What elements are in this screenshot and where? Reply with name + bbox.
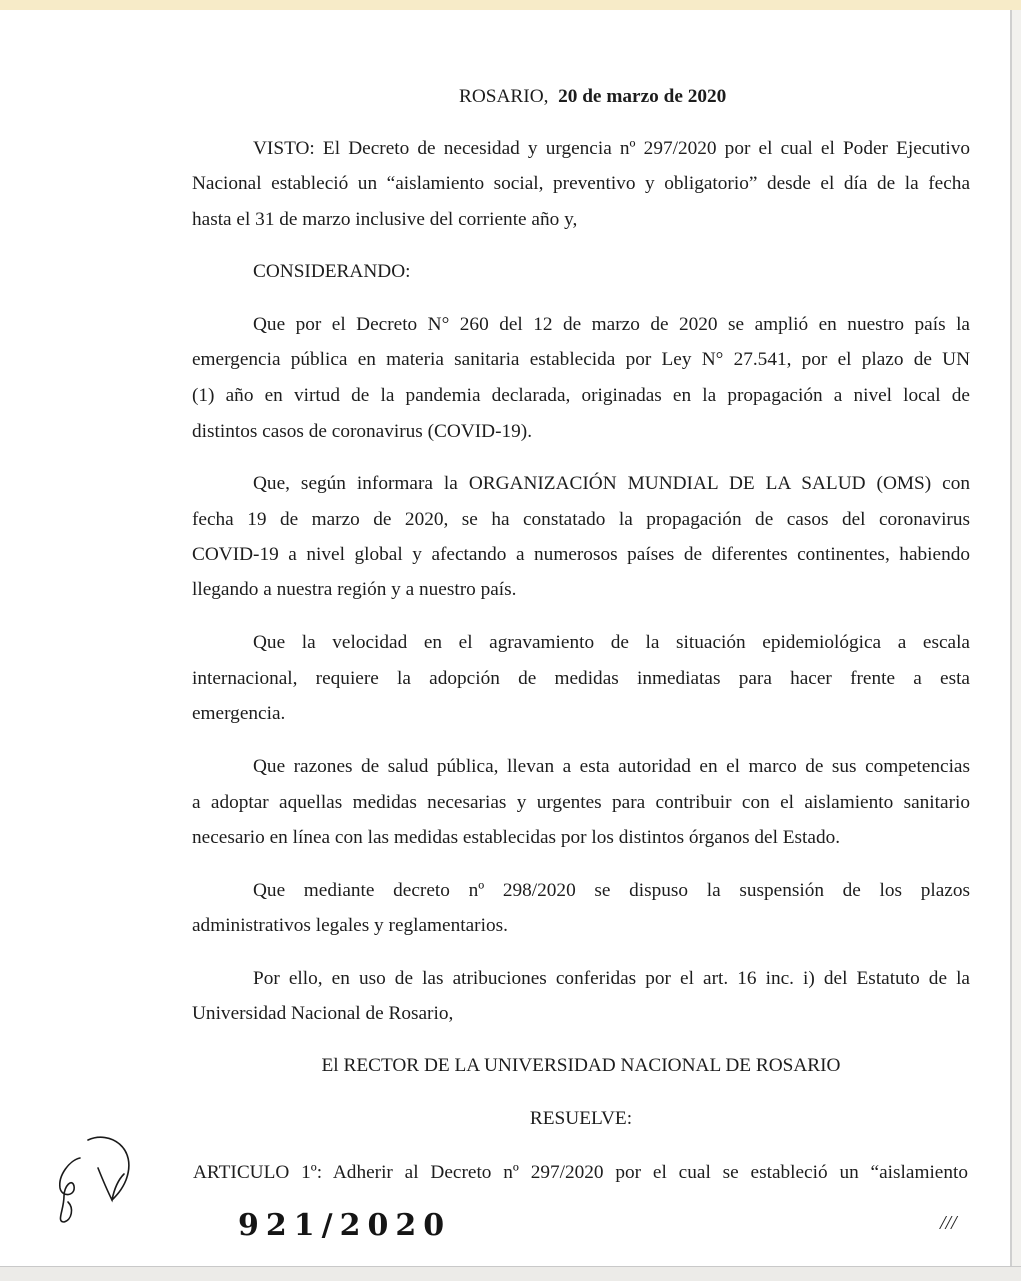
authority-heading: El RECTOR DE LA UNIVERSIDAD NACIONAL DE ROSARIO (321, 1055, 841, 1076)
visto-line-2: Nacional estableció un “aislamiento social, preventivo y obligatorio” desde el día de la fecha (192, 173, 970, 194)
handwritten-initials (50, 1130, 140, 1230)
date-text: 20 de marzo de 2020 (558, 86, 727, 107)
paragraph-6-line-2: Universidad Nacional de Rosario, (192, 1003, 454, 1024)
paragraph-4-line-2: a adoptar aquellas medidas necesarias y urgentes para contribuir con el aislamiento sanitario (192, 792, 970, 813)
paragraph-4-line-3: necesario en línea con las medidas establecidas por los distintos órganos del Estado. (192, 827, 841, 848)
place-date-line (459, 85, 726, 109)
paragraph-3-line-1: Que la velocidad en el agravamiento de la situación epidemiológica a escala (253, 632, 970, 653)
paragraph-2-line-4: llegando a nuestra región y a nuestro país. (192, 579, 517, 600)
paragraph-1-line-2: emergencia pública en materia sanitaria establecida por Ley N° 27.541, por el plazo de UN (192, 349, 970, 370)
paragraph-2-line-2: fecha 19 de marzo de 2020, se ha constatado la propagación de casos del coronavirus (192, 509, 970, 530)
visto-line-1: VISTO: El Decreto de necesidad y urgencia nº 297/2020 por el cual el Poder Ejecutivo (253, 138, 970, 159)
paragraph-1-line-3: (1) año en virtud de la pandemia declarada, originadas en la propagación a nivel local de (192, 385, 970, 406)
resuelve-heading: RESUELVE: (529, 1108, 633, 1129)
paragraph-5-line-1: Que mediante decreto nº 298/2020 se dispuso la suspensión de los plazos (253, 880, 970, 901)
paragraph-1-line-1: Que por el Decreto N° 260 del 12 de marzo de 2020 se amplió en nuestro país la (253, 314, 970, 335)
bottom-background-band (0, 1266, 1021, 1281)
paragraph-1-line-4: distintos casos de coronavirus (COVID-19). (192, 421, 533, 442)
continuation-mark: /// (940, 1212, 957, 1234)
place-text: ROSARIO, (459, 86, 549, 107)
paragraph-5-line-2: administrativos legales y reglamentarios. (192, 915, 508, 936)
considerando-heading: CONSIDERANDO: (253, 261, 411, 282)
paragraph-2-line-1: Que, según informara la ORGANIZACIÓN MUNDIAL DE LA SALUD (OMS) con (253, 473, 970, 494)
paragraph-6-line-1: Por ello, en uso de las atribuciones conferidas por el art. 16 inc. i) del Estatuto de la (253, 968, 970, 989)
resolution-number: 921/2020 (238, 1208, 452, 1243)
paragraph-4-line-1: Que razones de salud pública, llevan a esta autoridad en el marco de sus competencias (253, 756, 970, 777)
page-right-edge (1012, 10, 1021, 1266)
paragraph-3-line-2: internacional, requiere la adopción de medidas inmediatas para hacer frente a esta (192, 668, 970, 689)
paragraph-3-line-3: emergencia. (192, 703, 286, 724)
visto-line-3: hasta el 31 de marzo inclusive del corriente año y, (192, 209, 578, 230)
articulo-1-line: ARTICULO 1º: Adherir al Decreto nº 297/2020 por el cual se estableció un “aislamiento (193, 1162, 968, 1183)
paragraph-2-line-3: COVID-19 a nivel global y afectando a numerosos países de diferentes continentes, habiendo (192, 544, 970, 565)
